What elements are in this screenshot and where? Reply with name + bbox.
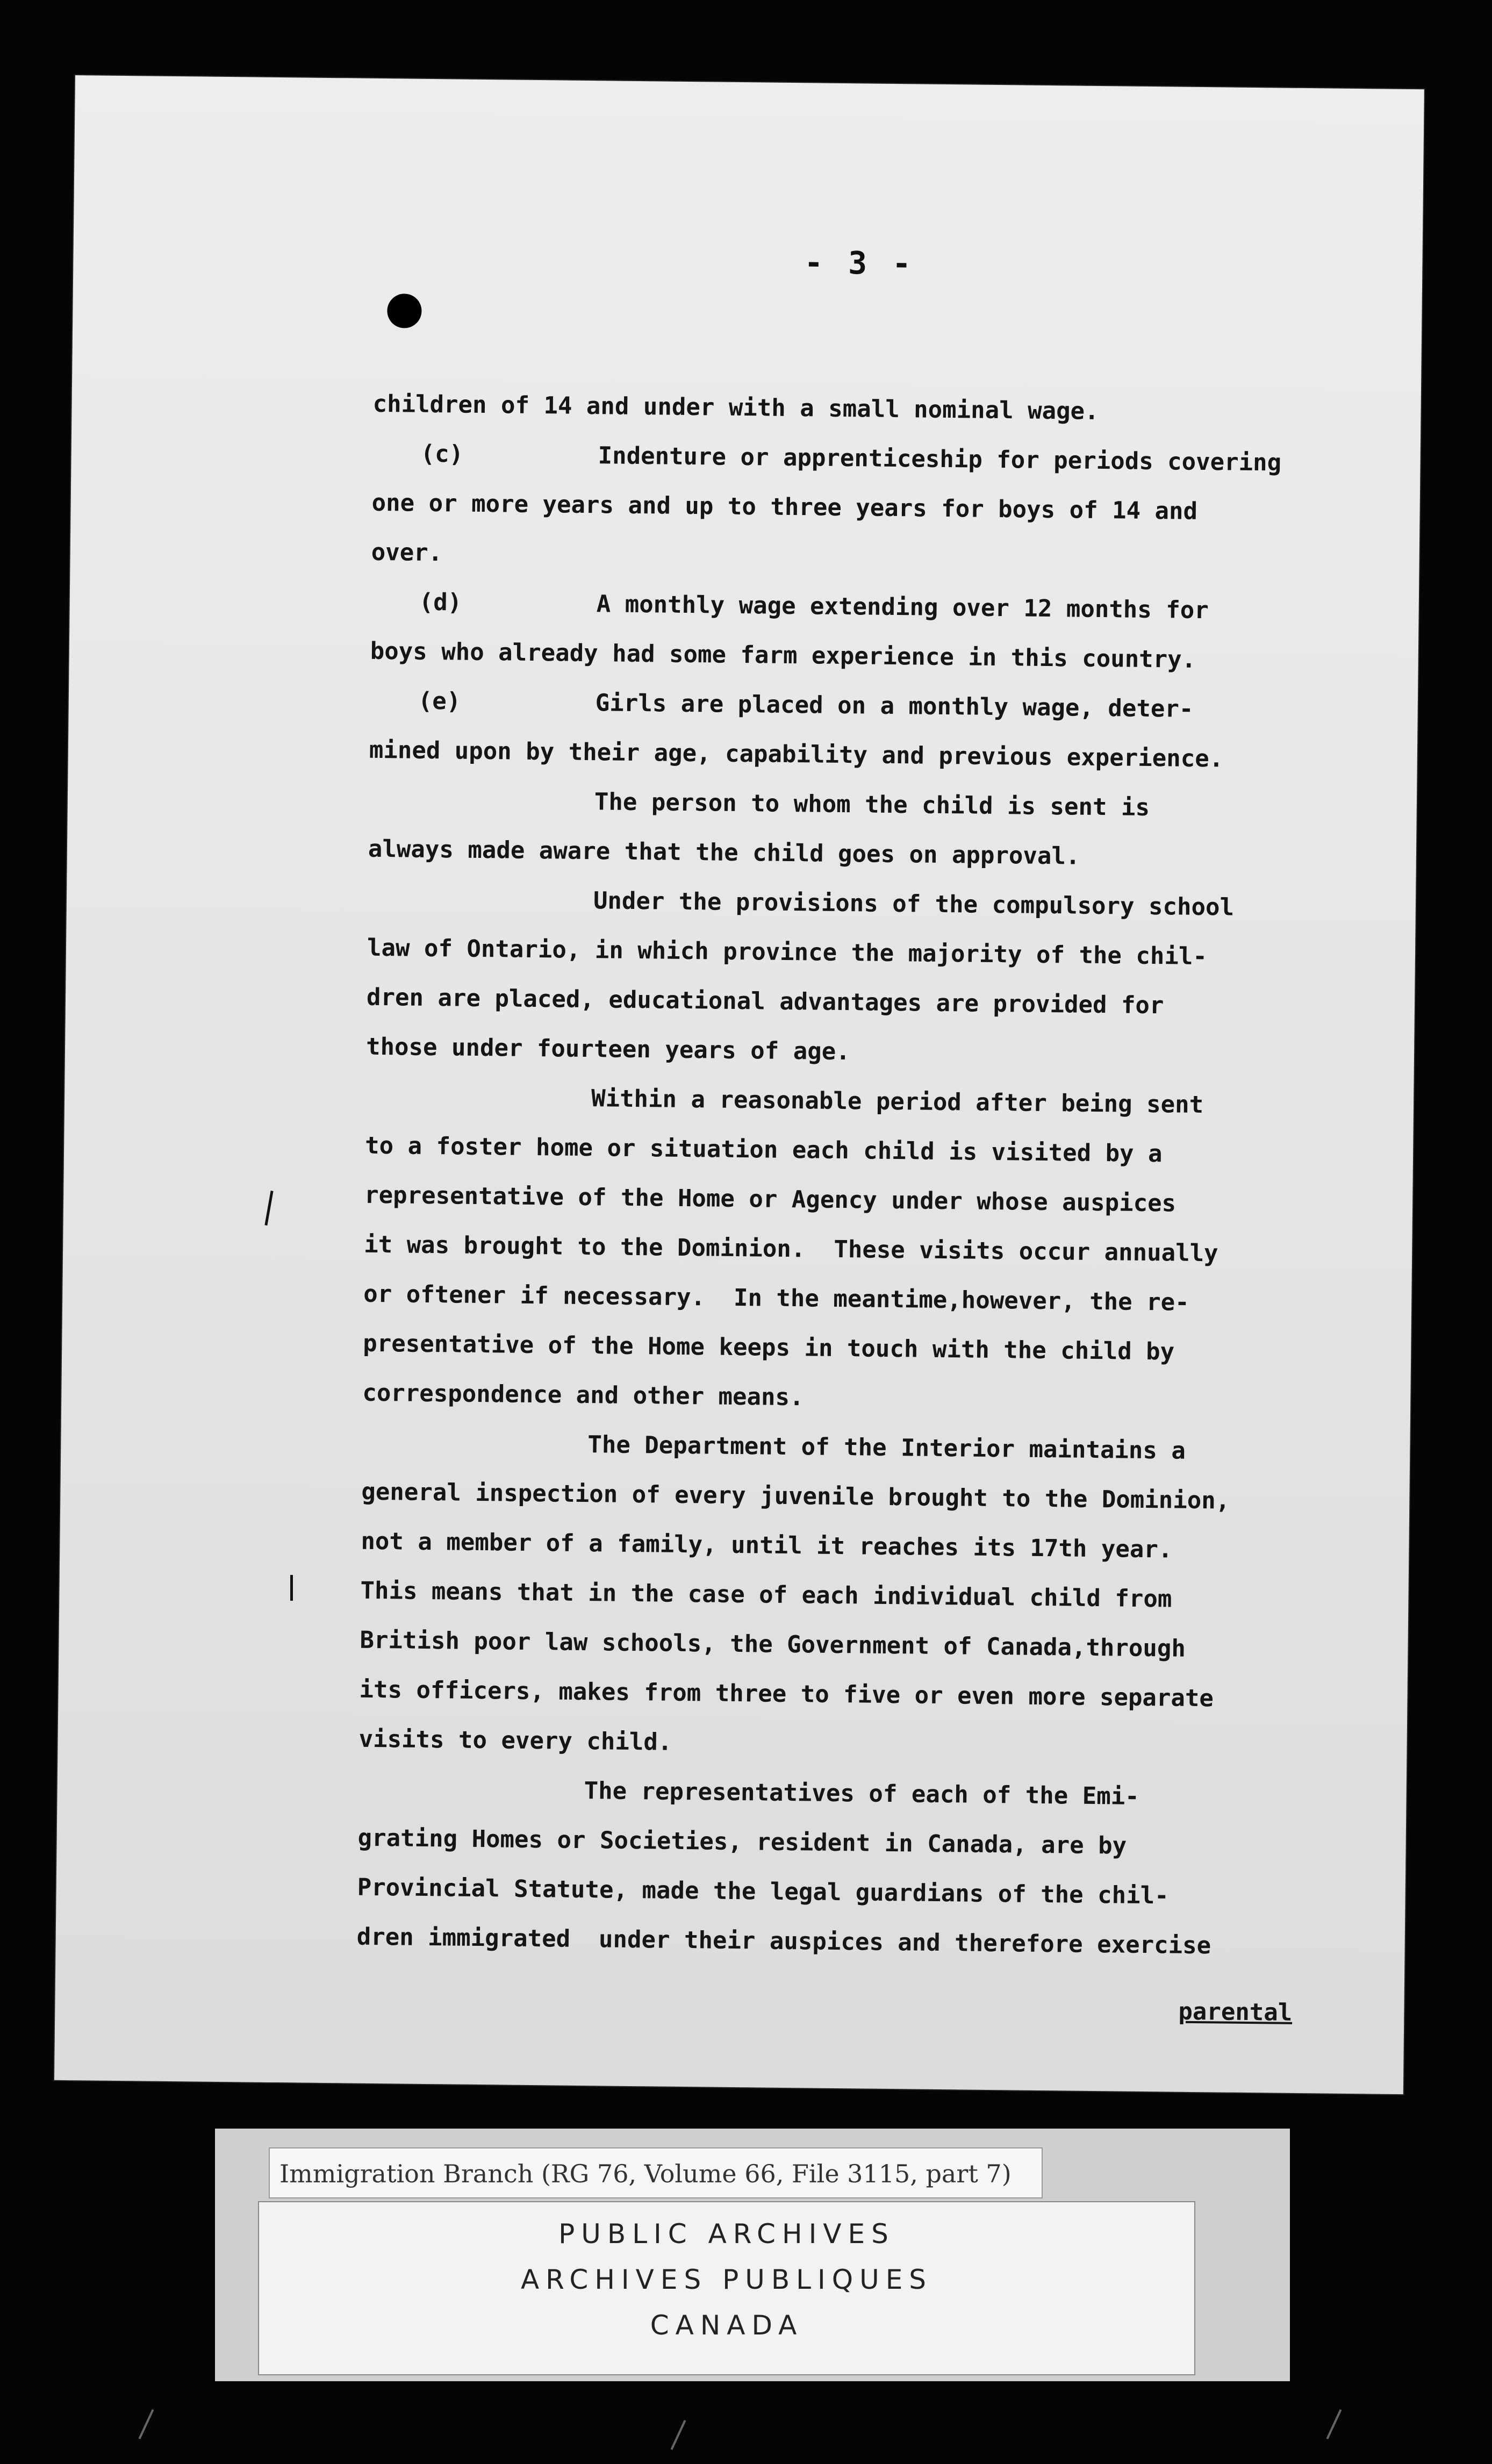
line-text: general inspection of every juvenile brought to the Dominion, <box>361 1478 1230 1515</box>
line-text: visits to every child. <box>358 1725 672 1756</box>
list-marker: (c) <box>420 440 464 468</box>
line-text: Under the provisions of the compulsory school <box>593 887 1235 921</box>
line-text: or oftener if necessary. In the meantime,however, the re- <box>363 1280 1189 1316</box>
line-text: over. <box>371 538 443 567</box>
line-text: Girls are placed on a monthly wage, deter- <box>595 689 1194 723</box>
line-text: it was brought to the Dominion. These visits occur annually <box>363 1230 1218 1267</box>
document-body <box>356 379 1410 1973</box>
film-edge-tick <box>671 2420 686 2450</box>
line-text: The representatives of each of the Emi- <box>584 1777 1139 1810</box>
text-line <box>356 1913 1394 1973</box>
catch-word: parental <box>1178 1997 1293 2026</box>
line-text: Within a reasonable period after being sent <box>591 1085 1204 1119</box>
stamp-line: CANADA <box>650 2310 804 2341</box>
line-text: one or more years and up to three years for boys of 14 and <box>371 489 1198 525</box>
line-text: Provincial Statute, made the legal guardians of the chil- <box>357 1873 1169 1910</box>
typed-document-page <box>54 75 1424 2094</box>
film-edge-tick <box>1326 2409 1342 2439</box>
line-text: dren are placed, educational advantages are provided for <box>366 983 1164 1020</box>
stamp-line: ARCHIVES PUBLIQUES <box>520 2264 933 2295</box>
line-text: children of 14 and under with a small nominal wage. <box>372 390 1099 425</box>
line-text: not a member of a family, until it reaches its 17th year. <box>361 1527 1173 1564</box>
line-text: representative of the Home or Agency under whose auspices <box>364 1181 1177 1217</box>
line-text: This means that in the case of each individual child from <box>360 1577 1172 1613</box>
line-text: boys who already had some farm experience in this country. <box>370 637 1196 674</box>
line-text: correspondence and other means. <box>362 1379 804 1412</box>
line-text: presentative of the Home keeps in touch with the child by <box>363 1329 1175 1366</box>
line-text: dren immigrated under their auspices and therefore exercise <box>356 1923 1211 1960</box>
line-text: to a foster home or situation each child is visited by a <box>364 1131 1163 1168</box>
line-text: A monthly wage extending over 12 months for <box>596 590 1209 625</box>
line-text: mined upon by their age, capability and previous experience. <box>369 736 1224 773</box>
list-marker: (d) <box>419 588 462 617</box>
list-marker: (e) <box>418 687 461 715</box>
film-edge-tick <box>139 2409 154 2439</box>
margin-mark <box>290 1575 293 1601</box>
line-text: its officers, makes from three to five or even more separate <box>359 1675 1214 1713</box>
archive-reference-slip: Immigration Branch (RG 76, Volume 66, File 3115, part 7) <box>269 2147 1043 2198</box>
line-text: The Department of the Interior maintains a <box>587 1431 1186 1465</box>
line-text: British poor law schools, the Government of Canada,through <box>360 1626 1186 1663</box>
punch-hole-mark <box>387 293 422 328</box>
line-text: those under fourteen years of age. <box>365 1033 850 1066</box>
line-text: always made aware that the child goes on approval. <box>368 835 1080 870</box>
archive-stamp-card <box>258 2201 1195 2375</box>
line-text: Indenture or apprenticeship for periods covering <box>598 442 1282 477</box>
stamp-line: PUBLIC ARCHIVES <box>558 2218 895 2250</box>
line-text: The person to whom the child is sent is <box>594 788 1150 822</box>
line-text: law of Ontario, in which province the majority of the chil- <box>367 934 1208 971</box>
page-number: - 3 - <box>804 244 915 282</box>
line-text: grating Homes or Societies, resident in Canada, are by <box>357 1824 1127 1860</box>
